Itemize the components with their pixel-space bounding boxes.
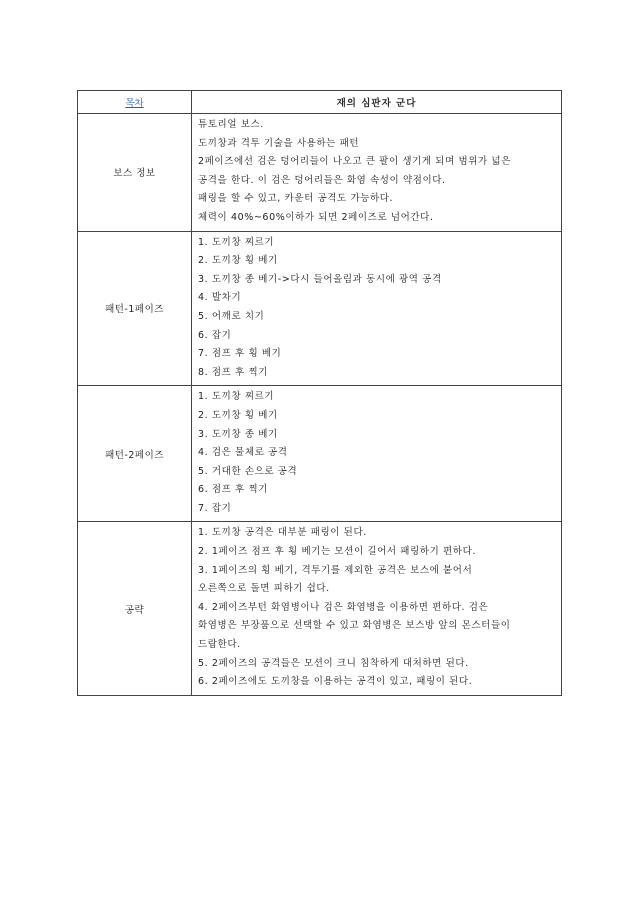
- content-line: 1. 도끼창 공격은 대부분 패링이 된다.: [198, 527, 367, 539]
- section-label: 패턴-1페이즈: [78, 231, 192, 386]
- content-line: 1. 도끼창 찌르기: [198, 236, 275, 248]
- content-line: 4. 발차기: [198, 292, 242, 304]
- header-row: [78, 91, 562, 114]
- section-content: [192, 114, 562, 232]
- content-line: 7. 점프 후 횡 베기: [198, 348, 282, 360]
- section-content: [192, 386, 562, 522]
- section-content: [192, 522, 562, 695]
- section-row-boss-info: [78, 114, 562, 232]
- content-line: 튜토리얼 보스.: [198, 119, 264, 130]
- section-label: 보스 정보: [78, 114, 192, 232]
- content-line: 3. 1페이즈의 횡 베기, 격투기를 제외한 공격은 보스에 붙어서: [198, 564, 473, 576]
- content-line: 6. 잡기: [198, 329, 232, 341]
- section-content: [192, 231, 562, 386]
- content-line: 패링을 할 수 있고, 카운터 공격도 가능하다.: [198, 193, 394, 205]
- content-line: 2. 1페이즈 점프 후 횡 베기는 모션이 길어서 패링하기 편하다.: [198, 546, 476, 558]
- section-label: 공략: [78, 522, 192, 695]
- content-line: 1. 도끼창 찌르기: [198, 391, 275, 403]
- content-line: 3. 도끼창 종 베기->다시 들어올림과 동시에 광역 공격: [198, 273, 442, 285]
- section-row-strategy: [78, 522, 562, 695]
- content-line: 6. 2페이즈에도 도끼창을 이용하는 공격이 있고, 패링이 된다.: [198, 676, 473, 688]
- content-line: 4. 검은 물체로 공격: [198, 447, 288, 459]
- content-line: 체력이 40%~60%이하가 되면 2페이즈로 넘어간다.: [198, 211, 434, 223]
- content-line: 8. 점프 후 찍기: [198, 366, 269, 378]
- content-line: 2. 도끼창 횡 베기: [198, 409, 278, 421]
- section-label: 패턴-2페이즈: [78, 386, 192, 522]
- content-line: 도끼창과 격투 기술을 사용하는 패턴: [198, 137, 360, 149]
- content-line: 드랍한다.: [198, 639, 241, 651]
- toc-cell[interactable]: [78, 91, 192, 114]
- toc-link[interactable]: 목차: [125, 98, 144, 109]
- content-line: 공격을 한다. 이 검은 덩어리들은 화염 속성이 약점이다.: [198, 174, 446, 186]
- section-row-pattern-phase1: [78, 231, 562, 386]
- content-line: 5. 2페이즈의 공격들은 모션이 크니 침착하게 대처하면 된다.: [198, 657, 469, 669]
- content-line: 6. 점프 후 찍기: [198, 484, 269, 496]
- content-line: 5. 어깨로 치기: [198, 310, 265, 322]
- content-line: 2. 도끼창 횡 베기: [198, 255, 278, 267]
- boss-info-table: [77, 90, 562, 696]
- content-line: 화염병은 부장품으로 선택할 수 있고 화염병은 보스방 앞의 몬스터들이: [198, 620, 511, 632]
- section-row-pattern-phase2: [78, 386, 562, 522]
- content-line: 2페이즈에선 검은 덩어리들이 나오고 큰 팔이 생기게 되며 범위가 넓은: [198, 156, 511, 168]
- title-cell: [192, 91, 562, 114]
- content-line: 5. 거대한 손으로 공격: [198, 465, 298, 477]
- content-line: 3. 도끼창 종 베기: [198, 428, 278, 440]
- page-title: 재의 심판자 군다: [336, 98, 417, 109]
- content-line: 4. 2페이즈부턴 화염병이나 검은 화염병을 이용하면 편하다. 검은: [198, 601, 489, 613]
- content-line: 오른쪽으로 돌면 피하기 쉽다.: [198, 583, 330, 595]
- content-line: 7. 잡기: [198, 502, 232, 514]
